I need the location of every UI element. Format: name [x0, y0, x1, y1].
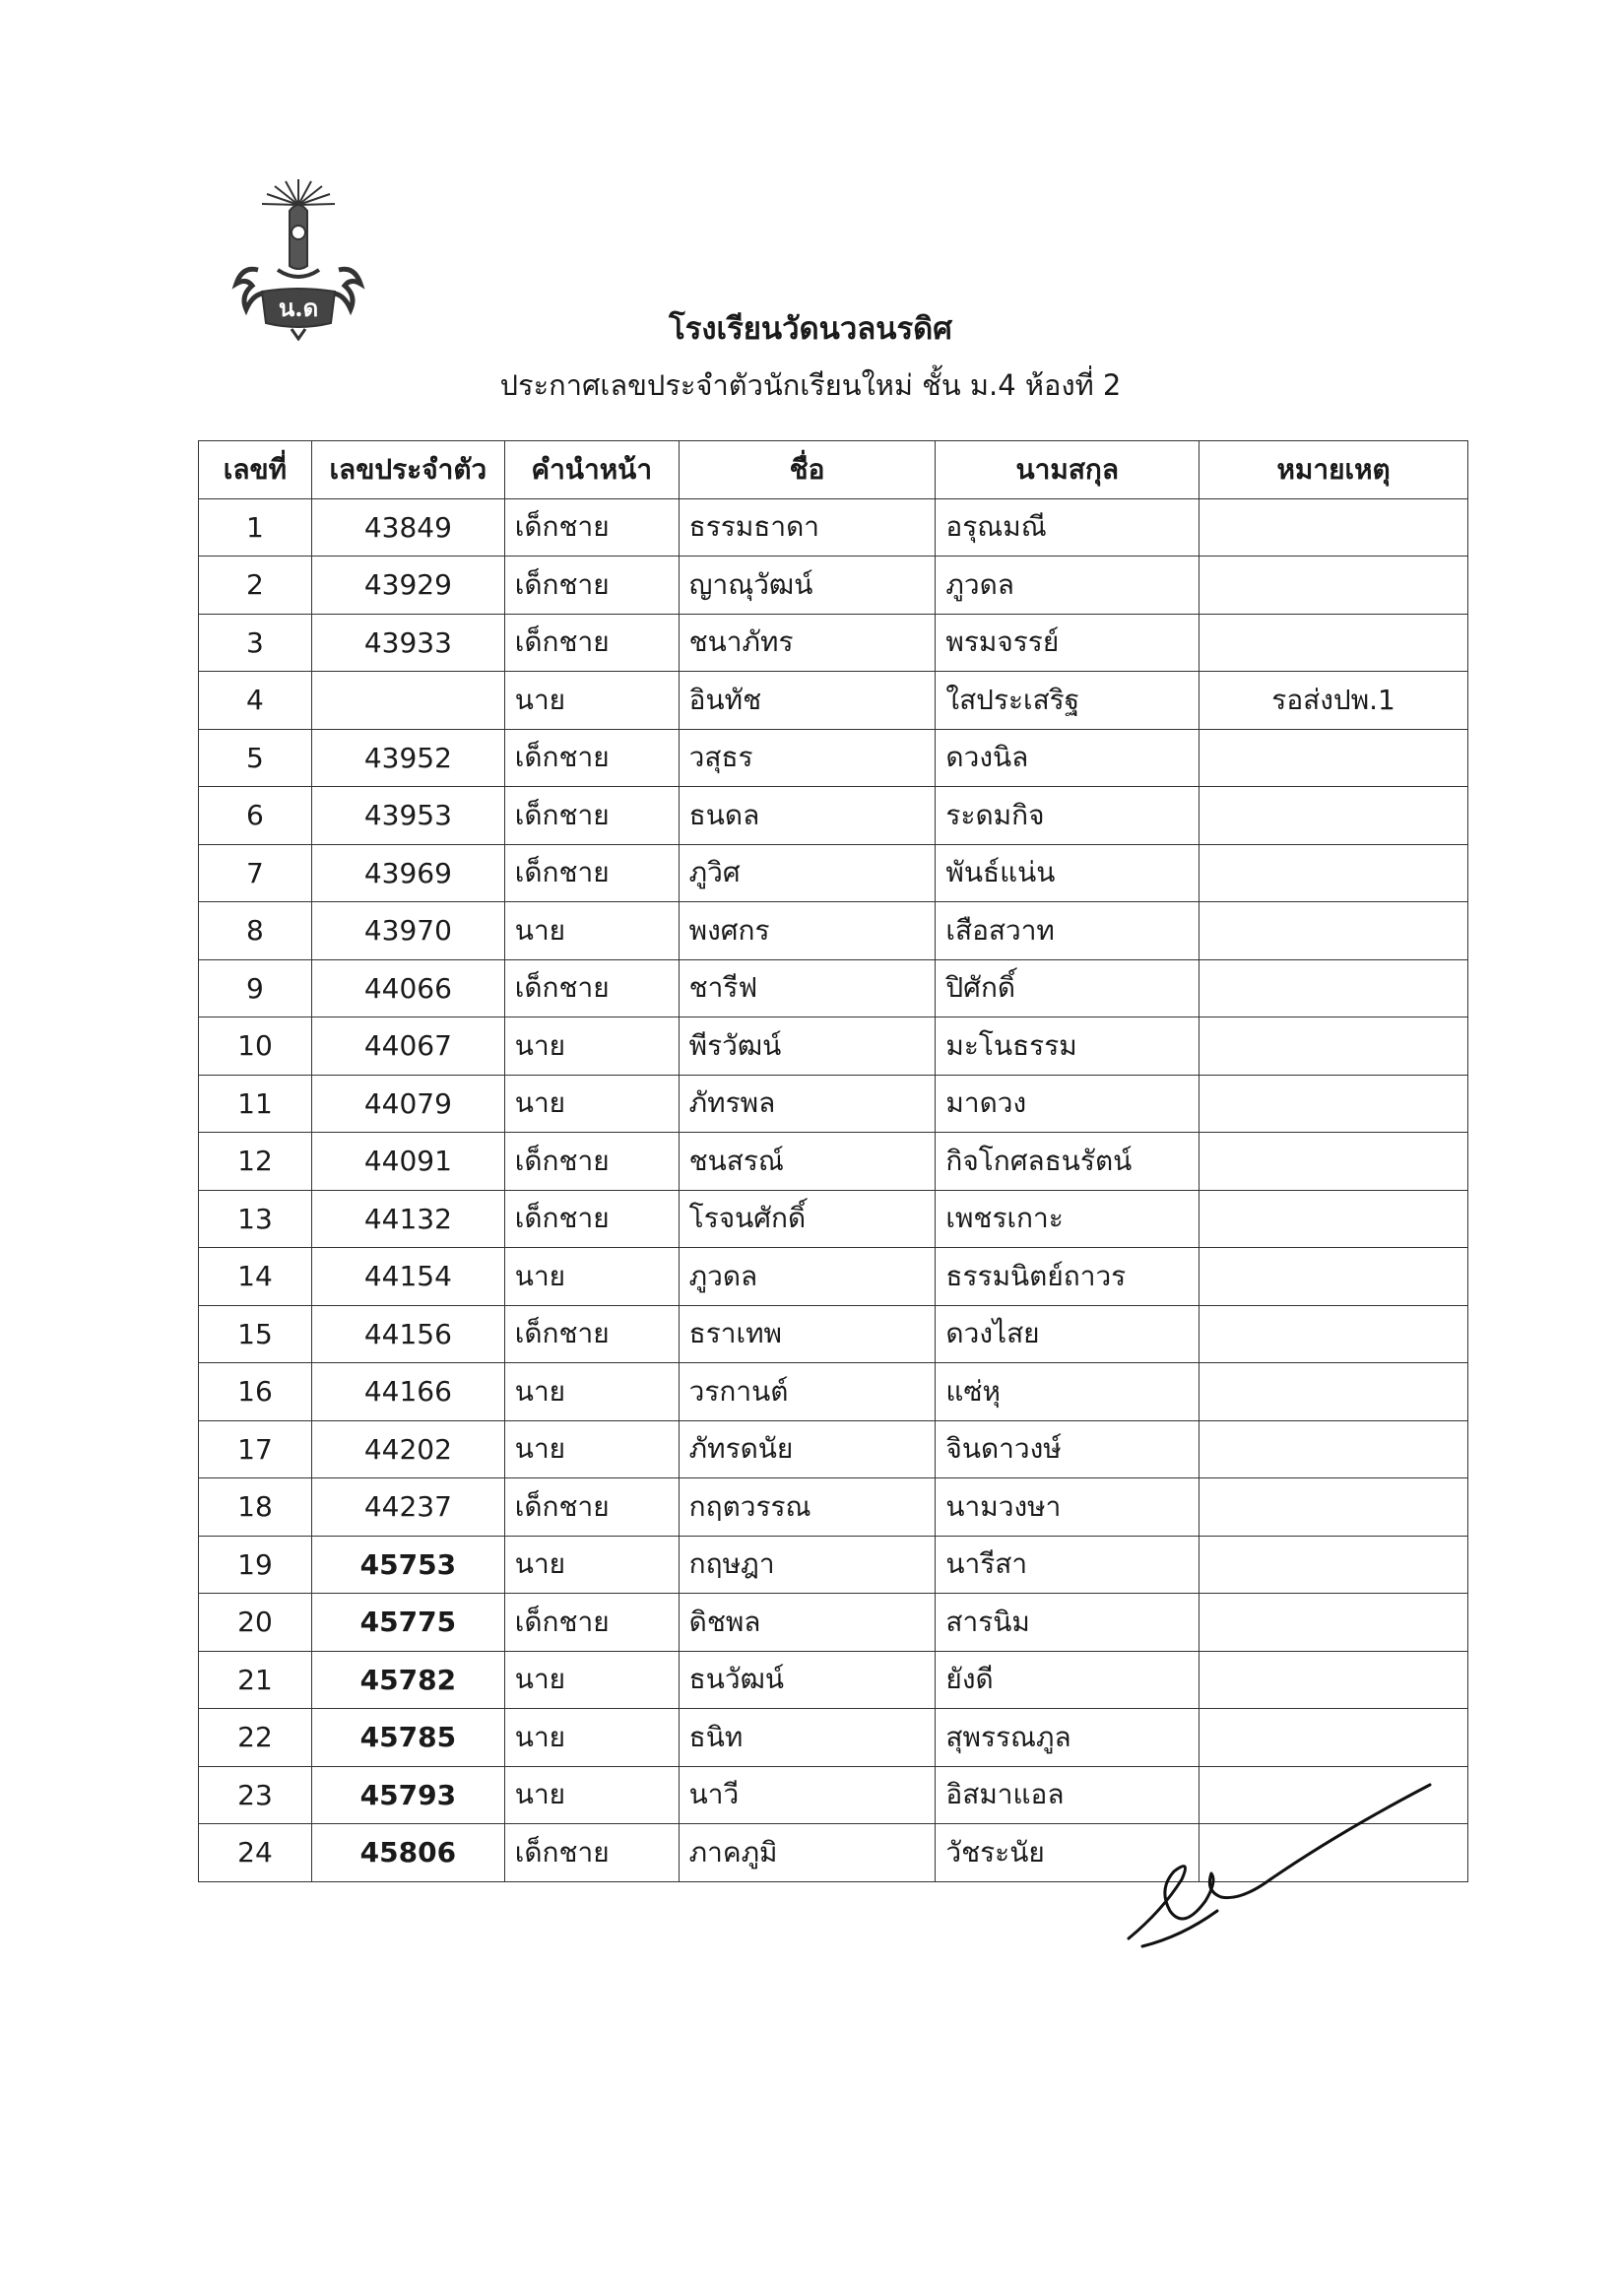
- cell-number: 20: [199, 1594, 312, 1652]
- cell-last-name: ภูวดล: [936, 557, 1200, 615]
- cell-prefix: นาย: [504, 1017, 679, 1076]
- cell-last-name: ดวงไสย: [936, 1305, 1200, 1363]
- cell-student-id: 44079: [311, 1075, 504, 1133]
- cell-student-id: 45775: [311, 1594, 504, 1652]
- cell-prefix: เด็กชาย: [504, 844, 679, 902]
- cell-number: 19: [199, 1536, 312, 1594]
- table-body: [199, 498, 1468, 1881]
- cell-student-id: 44154: [311, 1248, 504, 1306]
- table-row: [199, 902, 1468, 960]
- student-roster-table: [198, 440, 1468, 1882]
- cell-last-name: นามวงษา: [936, 1478, 1200, 1537]
- cell-student-id: 44066: [311, 959, 504, 1017]
- table-row: [199, 1709, 1468, 1767]
- cell-last-name: อิสมาแอล: [936, 1766, 1200, 1824]
- cell-remarks: [1200, 787, 1468, 845]
- cell-remarks: [1200, 1420, 1468, 1478]
- cell-student-id: 45753: [311, 1536, 504, 1594]
- cell-number: 18: [199, 1478, 312, 1537]
- table-row: [199, 1536, 1468, 1594]
- cell-first-name: ภูวิศ: [679, 844, 936, 902]
- cell-number: 13: [199, 1190, 312, 1248]
- cell-first-name: ธรรมธาดา: [679, 498, 936, 557]
- cell-last-name: แซ่หุ: [936, 1363, 1200, 1421]
- cell-first-name: ภูวดล: [679, 1248, 936, 1306]
- cell-first-name: กฤษฎา: [679, 1536, 936, 1594]
- cell-first-name: ชนาภัทร: [679, 614, 936, 672]
- cell-last-name: จินดาวงษ์: [936, 1420, 1200, 1478]
- cell-number: 6: [199, 787, 312, 845]
- cell-first-name: วรกานต์: [679, 1363, 936, 1421]
- cell-prefix: นาย: [504, 1709, 679, 1767]
- cell-student-id: [311, 672, 504, 730]
- cell-number: 21: [199, 1651, 312, 1709]
- cell-last-name: สุพรรณภูล: [936, 1709, 1200, 1767]
- cell-first-name: ธนวัฒน์: [679, 1651, 936, 1709]
- cell-prefix: นาย: [504, 1363, 679, 1421]
- cell-remarks: [1200, 959, 1468, 1017]
- cell-number: 11: [199, 1075, 312, 1133]
- cell-last-name: กิจโกศลธนรัตน์: [936, 1133, 1200, 1191]
- cell-last-name: ธรรมนิตย์ถาวร: [936, 1248, 1200, 1306]
- cell-remarks: [1200, 902, 1468, 960]
- cell-prefix: เด็กชาย: [504, 498, 679, 557]
- cell-last-name: อรุณมณี: [936, 498, 1200, 557]
- cell-last-name: เสือสวาท: [936, 902, 1200, 960]
- cell-prefix: นาย: [504, 902, 679, 960]
- cell-student-id: 43849: [311, 498, 504, 557]
- cell-number: 14: [199, 1248, 312, 1306]
- table-row: [199, 672, 1468, 730]
- cell-remarks: [1200, 844, 1468, 902]
- table-row: [199, 1478, 1468, 1537]
- table-row: [199, 1594, 1468, 1652]
- cell-first-name: ธนิท: [679, 1709, 936, 1767]
- cell-remarks: [1200, 614, 1468, 672]
- cell-last-name: พรมจรรย์: [936, 614, 1200, 672]
- table-row: [199, 1651, 1468, 1709]
- cell-student-id: 44132: [311, 1190, 504, 1248]
- cell-prefix: เด็กชาย: [504, 729, 679, 787]
- cell-first-name: ธราเทพ: [679, 1305, 936, 1363]
- col-header-last-name: นามสกุล: [936, 441, 1200, 499]
- cell-number: 8: [199, 902, 312, 960]
- cell-prefix: นาย: [504, 1651, 679, 1709]
- col-header-student-id: เลขประจำตัว: [311, 441, 504, 499]
- cell-remarks: [1200, 1305, 1468, 1363]
- table-row: [199, 1305, 1468, 1363]
- cell-prefix: นาย: [504, 1766, 679, 1824]
- cell-remarks: [1200, 557, 1468, 615]
- school-name: โรงเรียนวัดนวลนรดิศ: [669, 311, 952, 347]
- cell-prefix: เด็กชาย: [504, 614, 679, 672]
- cell-first-name: ญาณุวัฒน์: [679, 557, 936, 615]
- cell-last-name: วัชระนัย: [936, 1824, 1200, 1882]
- cell-prefix: นาย: [504, 672, 679, 730]
- cell-first-name: ชารีฟ: [679, 959, 936, 1017]
- cell-first-name: กฤตวรรณ: [679, 1478, 936, 1537]
- table-row: [199, 1190, 1468, 1248]
- table-row: [199, 1075, 1468, 1133]
- col-header-first-name: ชื่อ: [679, 441, 936, 499]
- table-row: [199, 1133, 1468, 1191]
- table-row: [199, 787, 1468, 845]
- handwritten-signature: [1123, 1763, 1438, 1960]
- cell-student-id: 44166: [311, 1363, 504, 1421]
- cell-prefix: นาย: [504, 1075, 679, 1133]
- cell-student-id: 43933: [311, 614, 504, 672]
- cell-first-name: โรจนศักดิ์: [679, 1190, 936, 1248]
- cell-last-name: นารีสา: [936, 1536, 1200, 1594]
- cell-first-name: พีรวัฒน์: [679, 1017, 936, 1076]
- cell-prefix: นาย: [504, 1420, 679, 1478]
- cell-prefix: เด็กชาย: [504, 787, 679, 845]
- cell-student-id: 45782: [311, 1651, 504, 1709]
- cell-remarks: [1200, 1478, 1468, 1537]
- cell-first-name: อินทัช: [679, 672, 936, 730]
- svg-text:น.ด: น.ด: [278, 294, 319, 322]
- cell-last-name: พันธ์แน่น: [936, 844, 1200, 902]
- table-row: [199, 557, 1468, 615]
- cell-remarks: [1200, 1248, 1468, 1306]
- cell-remarks: รอส่งปพ.1: [1200, 672, 1468, 730]
- cell-last-name: ระดมกิจ: [936, 787, 1200, 845]
- cell-remarks: [1200, 729, 1468, 787]
- cell-number: 23: [199, 1766, 312, 1824]
- cell-student-id: 44067: [311, 1017, 504, 1076]
- cell-last-name: ยังดี: [936, 1651, 1200, 1709]
- cell-prefix: เด็กชาย: [504, 1305, 679, 1363]
- cell-student-id: 43952: [311, 729, 504, 787]
- cell-last-name: มะโนธรรม: [936, 1017, 1200, 1076]
- cell-student-id: 44091: [311, 1133, 504, 1191]
- cell-number: 22: [199, 1709, 312, 1767]
- cell-prefix: เด็กชาย: [504, 1478, 679, 1537]
- table-row: [199, 1363, 1468, 1421]
- cell-student-id: 45806: [311, 1824, 504, 1882]
- cell-remarks: [1200, 1075, 1468, 1133]
- cell-prefix: เด็กชาย: [504, 1824, 679, 1882]
- cell-number: 7: [199, 844, 312, 902]
- cell-last-name: ใสประเสริฐ: [936, 672, 1200, 730]
- table-row: [199, 1017, 1468, 1076]
- cell-number: 4: [199, 672, 312, 730]
- cell-first-name: ชนสรณ์: [679, 1133, 936, 1191]
- cell-prefix: เด็กชาย: [504, 1594, 679, 1652]
- table-row: [199, 844, 1468, 902]
- cell-student-id: 45793: [311, 1766, 504, 1824]
- cell-student-id: 43929: [311, 557, 504, 615]
- cell-number: 10: [199, 1017, 312, 1076]
- cell-first-name: ภัทรดนัย: [679, 1420, 936, 1478]
- table-row: [199, 729, 1468, 787]
- table-row: [199, 1420, 1468, 1478]
- cell-remarks: [1200, 1363, 1468, 1421]
- cell-number: 16: [199, 1363, 312, 1421]
- cell-student-id: 45785: [311, 1709, 504, 1767]
- cell-remarks: [1200, 1709, 1468, 1767]
- cell-first-name: นาวี: [679, 1766, 936, 1824]
- cell-prefix: เด็กชาย: [504, 557, 679, 615]
- cell-student-id: 44156: [311, 1305, 504, 1363]
- cell-first-name: ภัทรพล: [679, 1075, 936, 1133]
- cell-student-id: 44237: [311, 1478, 504, 1537]
- cell-first-name: ดิชพล: [679, 1594, 936, 1652]
- cell-prefix: เด็กชาย: [504, 1190, 679, 1248]
- table-row: [199, 614, 1468, 672]
- cell-remarks: [1200, 1594, 1468, 1652]
- cell-last-name: ดวงนิล: [936, 729, 1200, 787]
- table-header-row: [199, 441, 1468, 499]
- cell-number: 12: [199, 1133, 312, 1191]
- col-header-number: เลขที่: [199, 441, 312, 499]
- cell-prefix: นาย: [504, 1248, 679, 1306]
- table-row: [199, 1248, 1468, 1306]
- cell-number: 3: [199, 614, 312, 672]
- cell-last-name: ปิศักดิ์: [936, 959, 1200, 1017]
- cell-prefix: เด็กชาย: [504, 1133, 679, 1191]
- cell-number: 2: [199, 557, 312, 615]
- cell-remarks: [1200, 1190, 1468, 1248]
- cell-number: 24: [199, 1824, 312, 1882]
- table-row: [199, 959, 1468, 1017]
- cell-remarks: [1200, 1651, 1468, 1709]
- announcement-heading: ประกาศเลขประจำตัวนักเรียนใหม่ ชั้น ม.4 ห้องที่ 2: [499, 368, 1122, 402]
- cell-remarks: [1200, 1017, 1468, 1076]
- cell-last-name: สารนิม: [936, 1594, 1200, 1652]
- cell-first-name: ภาคภูมิ: [679, 1824, 936, 1882]
- cell-remarks: [1200, 1133, 1468, 1191]
- cell-remarks: [1200, 1536, 1468, 1594]
- cell-first-name: ธนดล: [679, 787, 936, 845]
- cell-first-name: พงศกร: [679, 902, 936, 960]
- cell-number: 9: [199, 959, 312, 1017]
- cell-last-name: เพชรเกาะ: [936, 1190, 1200, 1248]
- col-header-remarks: หมายเหตุ: [1200, 441, 1468, 499]
- cell-number: 15: [199, 1305, 312, 1363]
- cell-first-name: วสุธร: [679, 729, 936, 787]
- cell-prefix: นาย: [504, 1536, 679, 1594]
- cell-number: 1: [199, 498, 312, 557]
- cell-last-name: มาดวง: [936, 1075, 1200, 1133]
- cell-student-id: 43970: [311, 902, 504, 960]
- cell-student-id: 43953: [311, 787, 504, 845]
- cell-prefix: เด็กชาย: [504, 959, 679, 1017]
- table-row: [199, 498, 1468, 557]
- cell-number: 5: [199, 729, 312, 787]
- col-header-prefix: คำนำหน้า: [504, 441, 679, 499]
- cell-number: 17: [199, 1420, 312, 1478]
- cell-student-id: 44202: [311, 1420, 504, 1478]
- cell-student-id: 43969: [311, 844, 504, 902]
- cell-remarks: [1200, 498, 1468, 557]
